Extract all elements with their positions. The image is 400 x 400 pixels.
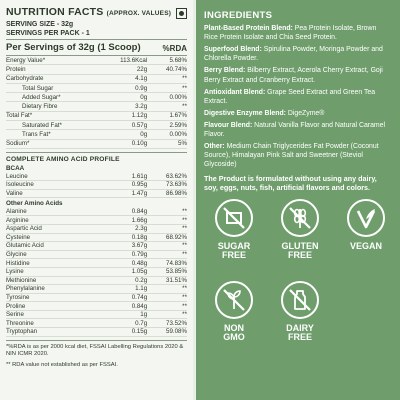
- nutrient-name: Proline: [6, 302, 26, 310]
- nutrient-name: Saturated Fat*: [22, 121, 62, 129]
- ingredient-label: Plant-Based Protein Blend:: [204, 25, 293, 32]
- nutrient-rda: **: [182, 293, 187, 301]
- nutrition-row: [6, 130, 187, 139]
- nutrient-value: 22g: [136, 65, 148, 73]
- nutrition-row: [6, 65, 187, 74]
- nutrient-value: 1.1g: [135, 285, 148, 293]
- amino-row: [6, 293, 187, 302]
- badge-non-gmo: [204, 281, 264, 343]
- nutrient-name: Dietary Fibre: [22, 103, 58, 111]
- nutrition-row: [6, 93, 187, 102]
- serving-size: SERVING SIZE - 32g: [6, 21, 74, 28]
- dairy-free-icon: [281, 281, 319, 319]
- nutrient-rda: 68.92%: [166, 233, 187, 241]
- ingredient-item: [204, 121, 392, 139]
- nutrient-rda: **: [182, 242, 187, 250]
- nutrient-value: 0.57g: [131, 121, 148, 129]
- per-serving-label: Per Servings of 32g (1 Scoop): [6, 42, 141, 53]
- other-amino-label: Other Amino Acids: [6, 200, 63, 208]
- footnote-rda: *%RDA is as per 2000 kcal diet, FSSAI Labelling Regulations 2020 & NIN ICMR 2020.: [6, 343, 184, 358]
- nutrient-rda: 0.00%: [169, 93, 187, 101]
- nutrient-value: 0g: [140, 93, 148, 101]
- nutrient-value: 3.67g: [131, 242, 148, 250]
- nutrient-rda: 74.83%: [166, 259, 187, 267]
- amino-profile-title: COMPLETE AMINO ACID PROFILE: [6, 152, 187, 163]
- nutrient-value: 1.66g: [131, 216, 148, 224]
- amino-row: [6, 172, 187, 181]
- ingredient-label: Other:: [204, 143, 225, 151]
- nutrient-value: 0.79g: [131, 251, 148, 259]
- amino-row: [6, 242, 187, 251]
- nutrient-value: 113.6Kcal: [120, 56, 148, 64]
- nutrient-rda: 1.67%: [169, 112, 187, 120]
- ingredient-item: [204, 66, 392, 84]
- nutrient-rda: **: [182, 225, 187, 233]
- nutrient-name: Phenylalanine: [6, 285, 45, 293]
- nutrient-name: Aspartic Acid: [6, 225, 42, 233]
- amino-row: [6, 189, 187, 198]
- nutrition-row: [6, 111, 187, 120]
- nutrient-rda: 86.98%: [166, 189, 187, 197]
- amino-row: [6, 259, 187, 268]
- badge-label: VEGAN: [349, 240, 382, 251]
- ingredient-text: Spirulina Powder, Moringa Powder and Chlorella Powder.: [204, 46, 383, 63]
- nutrient-name: Histidine: [6, 259, 30, 267]
- amino-row: [6, 224, 187, 233]
- vegan-icon: [347, 199, 385, 237]
- nutrient-value: 0.10g: [131, 140, 148, 148]
- nutrition-row: [6, 56, 187, 65]
- amino-row: [6, 250, 187, 259]
- nutrient-rda: 73.52%: [166, 319, 187, 327]
- ingredient-text: DigeZyme®: [285, 109, 325, 117]
- nutrient-value: 0.84g: [131, 302, 148, 310]
- nutrition-header: [6, 6, 187, 19]
- nutrient-rda: **: [182, 285, 187, 293]
- nutrient-rda: 0.00%: [169, 131, 187, 139]
- nutrient-value: 0.84g: [131, 207, 148, 215]
- nutrition-title: [6, 6, 171, 18]
- nutrient-value: 0.9g: [135, 84, 148, 92]
- ingredients-list: [204, 24, 392, 170]
- nutrient-name: Carbohydrate: [6, 75, 44, 83]
- nutrient-rda: 53.85%: [166, 268, 187, 276]
- nutrient-name: Leucine: [6, 172, 28, 180]
- nutrient-value: 1.61g: [131, 172, 148, 180]
- nutrient-name: Methionine: [6, 276, 37, 284]
- footnotes: [6, 340, 187, 370]
- nutrient-name: Trans Fat*: [22, 131, 51, 139]
- amino-row: [6, 276, 187, 285]
- nutrient-name: Tryptophan: [6, 328, 38, 336]
- nutrient-rda: **: [182, 103, 187, 111]
- nutrient-rda: 5%: [178, 140, 187, 148]
- nutrient-rda: **: [182, 302, 187, 310]
- nutrient-value: 0.18g: [131, 233, 148, 241]
- nutrient-value: 1.47g: [131, 189, 148, 197]
- amino-row: [6, 302, 187, 311]
- nutrient-name: Lysine: [6, 268, 24, 276]
- amino-row: [6, 267, 187, 276]
- badge-dairy-free: [270, 281, 330, 343]
- bcaa-label: BCAA: [6, 164, 25, 172]
- non-gmo-icon: [215, 281, 253, 319]
- ingredients-title: INGREDIENTS: [204, 10, 273, 21]
- nutrient-name: Serine: [6, 311, 24, 319]
- amino-row: [6, 216, 187, 225]
- nutrient-value: 4.1g: [135, 75, 148, 83]
- nutrient-name: Total Fat*: [6, 112, 33, 120]
- free-from-statement: The Product is formulated without using any dairy, soy, eggs, nuts, fish, artificial flavors and colors.: [204, 173, 377, 193]
- nutrient-value: 0.74g: [131, 293, 148, 301]
- nutrient-rda: 59.08%: [166, 328, 187, 336]
- nutrition-row: [6, 83, 187, 92]
- nutrient-name: Protein: [6, 65, 26, 73]
- nutrient-rda: **: [182, 311, 187, 319]
- nutrient-name: Arginine: [6, 216, 29, 224]
- ingredient-item: [204, 142, 392, 169]
- nutrient-value: 0.15g: [131, 328, 148, 336]
- per-serving-header: [6, 39, 187, 53]
- ingredient-label: Flavour Blend:: [204, 121, 253, 129]
- ingredient-label: Berry Blend:: [204, 67, 246, 75]
- nutrient-rda: 63.62%: [166, 172, 187, 180]
- ingredient-text: Bilberry Extract, Acerola Cherry Extract, Goji Berry Extract and Cranberry Extract.: [204, 67, 383, 84]
- nutrient-name: Alanine: [6, 207, 27, 215]
- nutrient-rda: 73.63%: [166, 181, 187, 189]
- nutrient-value: 0.95g: [131, 181, 148, 189]
- nutrition-title-text: NUTRITION FACTS: [6, 6, 104, 18]
- other-amino-table: [6, 207, 187, 336]
- nutrient-value: 0g: [140, 131, 148, 139]
- nutrient-name: Glycine: [6, 251, 27, 259]
- nutrient-rda: **: [182, 84, 187, 92]
- ingredient-label: Digestive Enzyme Blend:: [204, 109, 286, 117]
- ingredient-item: [204, 88, 392, 106]
- nutrient-rda: 31.51%: [166, 276, 187, 284]
- ingredient-label: Antioxidant Blend:: [204, 88, 266, 96]
- amino-row: [6, 328, 187, 337]
- amino-row: [6, 319, 187, 328]
- nutrient-value: 1.12g: [131, 112, 148, 120]
- nutrient-value: 0.2g: [135, 276, 148, 284]
- amino-row: [6, 233, 187, 242]
- amino-row: [6, 310, 187, 319]
- nutrient-rda: **: [182, 216, 187, 224]
- nutrient-rda: 40.74%: [166, 65, 187, 73]
- sugar-free-icon: [215, 199, 253, 237]
- nutrition-row: [6, 74, 187, 83]
- veg-symbol-icon: [176, 8, 187, 19]
- ingredient-item: [204, 109, 392, 118]
- badge-grid: [204, 199, 392, 399]
- nutrient-name: Valine: [6, 189, 23, 197]
- nutrition-facts-panel: [0, 0, 196, 400]
- ingredient-text: Natural Vanilla Flavor and Natural Caramel Flavor.: [204, 121, 386, 139]
- nutrition-table: [6, 55, 187, 149]
- rda-header: %RDA: [162, 44, 187, 53]
- nutrient-value: 3.2g: [135, 103, 148, 111]
- nutrient-rda: **: [182, 75, 187, 83]
- nutrient-name: Isoleucine: [6, 181, 34, 189]
- nutrient-name: Threonine: [6, 319, 34, 327]
- ingredient-text: Medium Chain Triglycerides Fat Powder (Coconut Source), Himalayan Pink Salt and Sweetner (Steviol Glycoside): [204, 143, 379, 169]
- nutrient-name: Total Sugar: [22, 84, 54, 92]
- gluten-free-icon: [281, 199, 319, 237]
- nutrient-rda: 5.68%: [169, 56, 187, 64]
- bcaa-table: [6, 172, 187, 198]
- ingredient-text: Pea Protein Isolate, Brown Rice Protein Isolate and Chia Seed Protein.: [204, 25, 377, 42]
- nutrient-name: Glutamic Acid: [6, 242, 44, 250]
- nutrition-row: [6, 102, 187, 111]
- badge-label: SUGAR FREE: [217, 240, 251, 260]
- nutrient-name: Added Sugar*: [22, 93, 61, 101]
- nutrient-value: 0.7g: [135, 319, 148, 327]
- nutrient-rda: 2.59%: [169, 121, 187, 129]
- nutrient-name: Energy Value*: [6, 56, 46, 64]
- badge-sugar-free: [204, 199, 264, 261]
- nutrient-value: 1.05g: [131, 268, 148, 276]
- badge-label: GLUTEN FREE: [281, 240, 319, 260]
- nutrient-name: Tyrosine: [6, 293, 30, 301]
- nutrient-name: Cysteine: [6, 233, 31, 241]
- nutrient-value: 1g: [140, 311, 148, 319]
- approx-values-text: (APPROX. VALUES): [106, 10, 172, 17]
- badge-label: NON GMO: [223, 322, 245, 342]
- nutrient-rda: **: [182, 207, 187, 215]
- nutrition-row: [6, 139, 187, 148]
- badge-gluten-free: [270, 199, 330, 261]
- nutrient-rda: **: [182, 251, 187, 259]
- amino-row: [6, 285, 187, 294]
- ingredients-panel: [196, 0, 400, 400]
- ingredient-item: [204, 24, 392, 42]
- ingredient-text: Grape Seed Extract and Green Tea Extract.: [204, 88, 376, 105]
- servings-per-pack: SERVINGS PER PACK - 1: [6, 30, 90, 37]
- nutrition-row: [6, 121, 187, 130]
- badge-label: DAIRY FREE: [286, 322, 314, 342]
- nutrient-name: Sodium*: [6, 140, 30, 148]
- nutrient-value: 2.3g: [135, 225, 148, 233]
- ingredient-label: Superfood Blend:: [204, 46, 262, 54]
- footnote-no-rda: ** RDA value not established as per FSSAI.: [6, 362, 118, 369]
- amino-row: [6, 207, 187, 216]
- badge-vegan: [336, 199, 396, 251]
- ingredient-item: [204, 45, 392, 63]
- amino-row: [6, 181, 187, 190]
- nutrient-value: 0.48g: [131, 259, 148, 267]
